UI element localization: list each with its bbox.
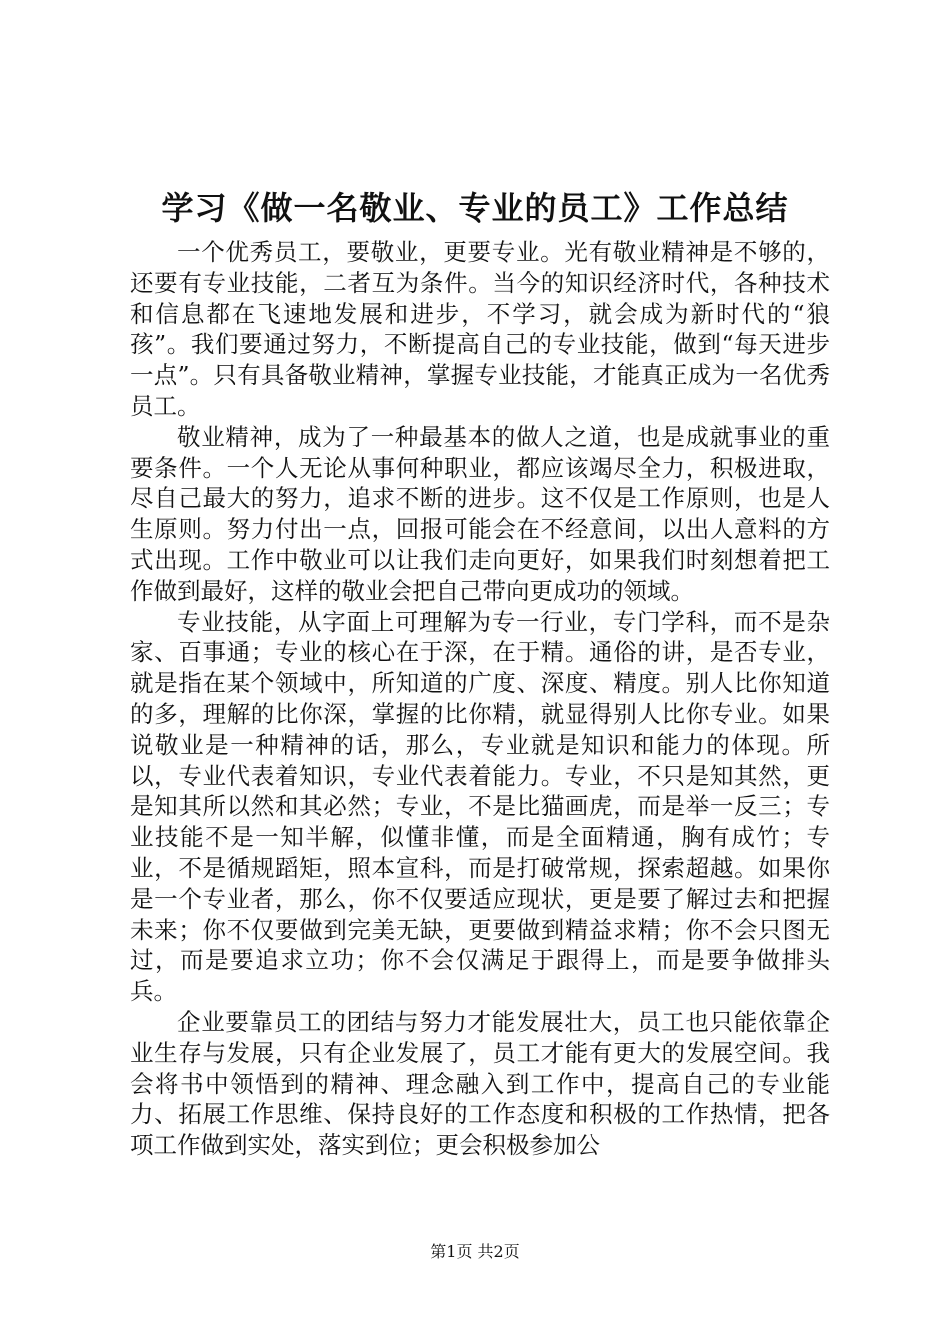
paragraph-4: 企业要靠员工的团结与努力才能发展壮大，员工也只能依靠企业生存与发展，只有企业发展了，员工才能有更大的发展空间。我会将书中领悟到的精神、理念融入到工作中，提高自己的专业能力、拓展工作思维、保持良好的工作态度和积极的工作热情，把各项工作做到实处，落实到位；更会积极参加公 — [130, 1007, 830, 1160]
page-number-footer: 第1页 共2页 — [430, 1242, 520, 1261]
document-title: 学习《做一名敬业、专业的员工》工作总结 — [161, 189, 789, 227]
paragraph-1: 一个优秀员工，要敬业，更要专业。光有敬业精神是不够的，还要有专业技能，二者互为条件。当今的知识经济时代，各种技术和信息都在飞速地发展和进步，不学习，就会成为新时代的“狼孩”。我们要通过努力，不断提高自己的专业技能，做到“每天进步一点”。只有具备敬业精神，掌握专业技能，才能真正成为一名优秀员工。 — [130, 238, 830, 420]
document-body — [130, 237, 830, 1161]
paragraph-3: 专业技能，从字面上可理解为专一行业，专门学科，而不是杂家、百事通；专业的核心在于深，在于精。通俗的讲，是否专业，就是指在某个领域中，所知道的广度、深度、精度。别人比你知道的多，理解的比你深，掌握的比你精，就显得别人比你专业。如果说敬业是一种精神的话，那么，专业就是知识和能力的体现。所以，专业代表着知识，专业代表着能力。专业，不只是知其然，更是知其所以然和其必然；专业，不是比猫画虎，而是举一反三；专业技能不是一知半解，似懂非懂，而是全面精通，胸有成竹；专业，不是循规蹈矩，照本宣科，而是打破常规，探索超越。如果你是一个专业者，那么，你不仅要适应现状，更是要了解过去和把握未来；你不仅要做到完美无缺，更要做到精益求精；你不会只图无过，而是要追求立功；你不会仅满足于跟得上，而是要争做排头兵。 — [130, 607, 830, 1006]
paragraph-2: 敬业精神，成为了一种最基本的做人之道，也是成就事业的重要条件。一个人无论从事何种职业，都应该竭尽全力，积极进取，尽自己最大的努力，追求不断的进步。这不仅是工作原则，也是人生原则。努力付出一点，回报可能会在不经意间，以出人意料的方式出现。工作中敬业可以让我们走向更好，如果我们时刻想着把工作做到最好，这样的敬业会把自己带向更成功的领域。 — [130, 422, 830, 605]
